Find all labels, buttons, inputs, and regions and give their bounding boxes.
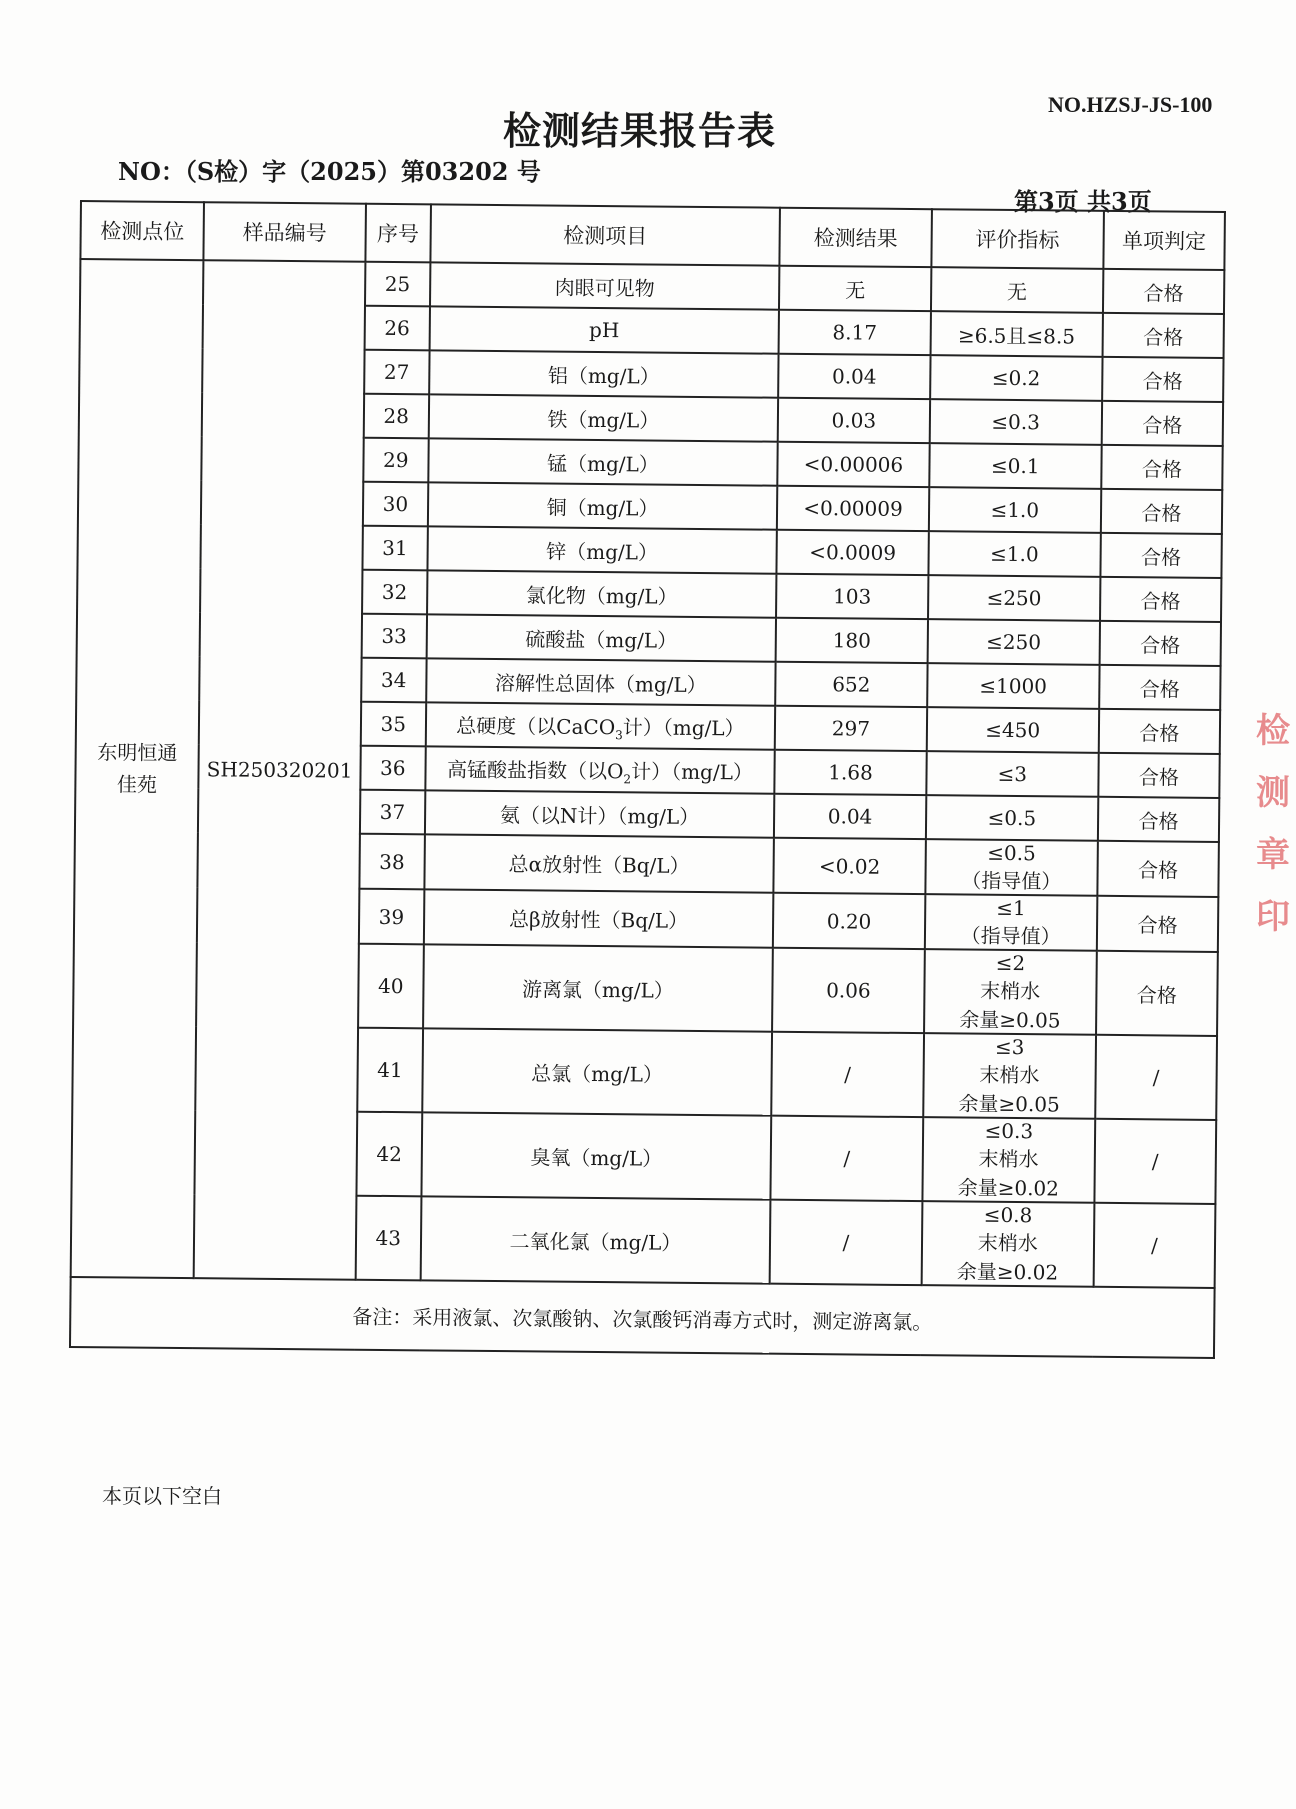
standard-line: 余量≥0.02: [957, 1175, 1060, 1201]
result-value: 652: [775, 662, 927, 707]
verdict-value: 合格: [1102, 313, 1224, 358]
row-number: 41: [357, 1028, 423, 1113]
item-name: [425, 702, 775, 749]
row-number: 29: [363, 438, 428, 483]
result-value: 0.20: [773, 893, 925, 949]
row-number: 40: [358, 944, 424, 1029]
result-value: /: [772, 1032, 924, 1117]
blank-below-note: 本页以下空白: [102, 1484, 222, 1508]
standard-value: [925, 839, 1098, 896]
page-info: 第3页 共3页: [1014, 187, 1152, 216]
item-name-part: 高锰酸盐指数（以O: [446, 757, 624, 783]
standard-line: 末梢水: [979, 1062, 1040, 1088]
standard-line: ≤0.5: [987, 840, 1036, 866]
verdict-value: 合格: [1097, 841, 1219, 897]
remark-row: [70, 1277, 1215, 1358]
stamp-char: 测: [1256, 773, 1290, 813]
item-name: 锌（mg/L）: [427, 526, 777, 573]
item-name: 硫酸盐（mg/L）: [426, 614, 776, 661]
standard-line: ≤0.8: [983, 1202, 1033, 1228]
row-number: 30: [363, 482, 428, 527]
row-number: 26: [365, 306, 430, 351]
standard-value: ≤0.5: [926, 795, 1099, 841]
result-value: <0.00006: [778, 442, 930, 487]
result-value: /: [770, 1200, 922, 1285]
standard-value: ≤1.0: [929, 487, 1102, 533]
standard-value: [924, 894, 1097, 951]
row-number: 38: [359, 834, 424, 890]
result-value: <0.02: [774, 838, 926, 894]
stamp-char: 印: [1256, 897, 1290, 937]
col-header-location: 检测点位: [80, 201, 204, 260]
item-name: 铜（mg/L）: [428, 482, 778, 529]
location-cell: [71, 259, 204, 1278]
standard-line: ≤2: [995, 950, 1026, 976]
sample-id-cell: SH250320201: [194, 260, 366, 1280]
row-number: 31: [362, 526, 427, 571]
result-value: 0.04: [774, 794, 926, 839]
row-number: 28: [364, 394, 429, 439]
verdict-value: /: [1095, 1035, 1217, 1120]
row-number: 35: [361, 702, 426, 747]
doc-number: NO.HZSJ-JS-100: [1048, 92, 1213, 117]
row-number: 34: [361, 658, 426, 703]
standard-line: 末梢水: [977, 1230, 1038, 1256]
row-number: 25: [365, 262, 430, 307]
item-name: 肉眼可见物: [430, 262, 780, 309]
col-header-no: 序号: [365, 204, 430, 263]
standard-line: 余量≥0.05: [958, 1091, 1060, 1117]
item-name-subscript: 3: [615, 727, 623, 742]
standard-line: （指导值）: [961, 868, 1062, 894]
item-name: 总氯（mg/L）: [422, 1028, 772, 1115]
row-number: 42: [356, 1112, 422, 1197]
report-number: NO：（S检）字（2025）第03202 号: [118, 157, 541, 186]
verdict-value: 合格: [1097, 896, 1219, 952]
stamp-char: 章: [1256, 835, 1290, 875]
item-name: 铁（mg/L）: [428, 394, 778, 441]
result-value: <0.0009: [777, 530, 929, 575]
standard-value: ≤0.1: [929, 443, 1102, 489]
col-header-item: 检测项目: [430, 204, 780, 265]
result-value: 103: [776, 574, 928, 619]
verdict-value: 合格: [1102, 401, 1224, 446]
col-header-verdict: 单项判定: [1103, 211, 1225, 270]
standard-value: [921, 1201, 1094, 1287]
page-title: 检测结果报告表: [502, 108, 776, 153]
row-number: 27: [364, 350, 429, 395]
col-header-result: 检测结果: [780, 208, 932, 267]
result-value: 0.04: [778, 354, 930, 399]
table-header-row: [80, 201, 1225, 270]
item-name: 二氧化氯（mg/L）: [420, 1196, 770, 1283]
verdict-value: 合格: [1098, 753, 1220, 798]
item-name: 总β放射性（Bq/L）: [424, 889, 774, 947]
row-number: 37: [360, 790, 425, 835]
verdict-value: 合格: [1102, 357, 1224, 402]
standard-value: ≤0.3: [929, 399, 1102, 445]
standard-line: 末梢水: [980, 978, 1041, 1004]
verdict-value: 合格: [1099, 621, 1221, 666]
standard-value: ≤3: [926, 751, 1099, 797]
stamp-char: 检: [1256, 711, 1290, 751]
verdict-value: /: [1094, 1119, 1216, 1204]
standard-line: 余量≥0.02: [956, 1259, 1059, 1285]
standard-value: ≤250: [927, 619, 1100, 665]
row-number: 33: [362, 614, 427, 659]
item-name-part: 计）（mg/L）: [622, 714, 745, 740]
result-value: <0.00009: [777, 486, 929, 531]
verdict-value: 合格: [1100, 533, 1222, 578]
item-name: 氨（以N计）（mg/L）: [425, 790, 775, 837]
verdict-value: 合格: [1096, 951, 1218, 1036]
item-name: 溶解性总固体（mg/L）: [426, 658, 776, 705]
item-name: 游离氯（mg/L）: [423, 944, 773, 1031]
item-name: 总α放射性（Bq/L）: [424, 834, 774, 892]
remark-text: 备注：采用液氯、次氯酸钠、次氯酸钙消毒方式时，测定游离氯。: [70, 1277, 1215, 1358]
standard-value: ≤1.0: [928, 531, 1101, 577]
location-line: 佳苑: [116, 772, 158, 797]
item-name-part: 总硬度（以CaCO: [456, 713, 616, 739]
standard-line: ≤3: [994, 1034, 1025, 1060]
item-name-subscript: 2: [623, 771, 632, 786]
col-header-sample-id: 样品编号: [204, 202, 366, 262]
standard-line: ≤1: [996, 895, 1026, 921]
standard-line: 末梢水: [978, 1146, 1039, 1172]
result-value: 0.06: [772, 948, 924, 1033]
standard-line: 余量≥0.05: [959, 1007, 1061, 1033]
standard-line: （指导值）: [960, 923, 1061, 949]
location-line: 东明恒通: [97, 740, 178, 765]
verdict-value: 合格: [1100, 577, 1222, 622]
row-number: 39: [359, 889, 424, 945]
row-number: 32: [362, 570, 427, 615]
verdict-value: 合格: [1099, 709, 1221, 754]
item-name: 锰（mg/L）: [428, 438, 778, 485]
verdict-value: 合格: [1099, 665, 1221, 710]
item-name: pH: [429, 306, 779, 353]
standard-value: ≥6.5且≤8.5: [930, 311, 1103, 357]
standard-value: ≤450: [926, 707, 1099, 753]
result-value: 8.17: [779, 310, 931, 355]
standard-line: ≤0.3: [984, 1118, 1034, 1144]
col-header-standard: 评价指标: [931, 209, 1104, 269]
inspection-stamp: [1256, 700, 1296, 960]
result-value: 1.68: [775, 750, 927, 795]
standard-value: [922, 1117, 1095, 1203]
item-name-part: 计）（mg/L）: [631, 758, 754, 784]
result-value: 0.03: [778, 398, 930, 443]
verdict-value: /: [1093, 1203, 1215, 1288]
result-value: 180: [776, 618, 928, 663]
result-value: 无: [779, 266, 931, 311]
standard-value: ≤250: [928, 575, 1101, 621]
item-name: 铝（mg/L）: [429, 350, 779, 397]
row-number: 36: [360, 746, 425, 791]
standard-value: 无: [931, 267, 1104, 313]
item-name: 臭氧（mg/L）: [421, 1112, 771, 1199]
result-value: /: [771, 1116, 923, 1201]
item-name: 氯化物（mg/L）: [427, 570, 777, 617]
results-table: [69, 200, 1226, 1359]
verdict-value: 合格: [1103, 269, 1225, 314]
standard-value: [924, 949, 1097, 1035]
standard-value: ≤0.2: [930, 355, 1103, 401]
row-number: 43: [356, 1196, 422, 1281]
standard-value: ≤1000: [927, 663, 1100, 709]
standard-value: [923, 1033, 1096, 1119]
item-name: [425, 746, 775, 793]
verdict-value: 合格: [1101, 445, 1223, 490]
verdict-value: 合格: [1101, 489, 1223, 534]
verdict-value: 合格: [1098, 797, 1220, 842]
result-value: 297: [775, 706, 927, 751]
